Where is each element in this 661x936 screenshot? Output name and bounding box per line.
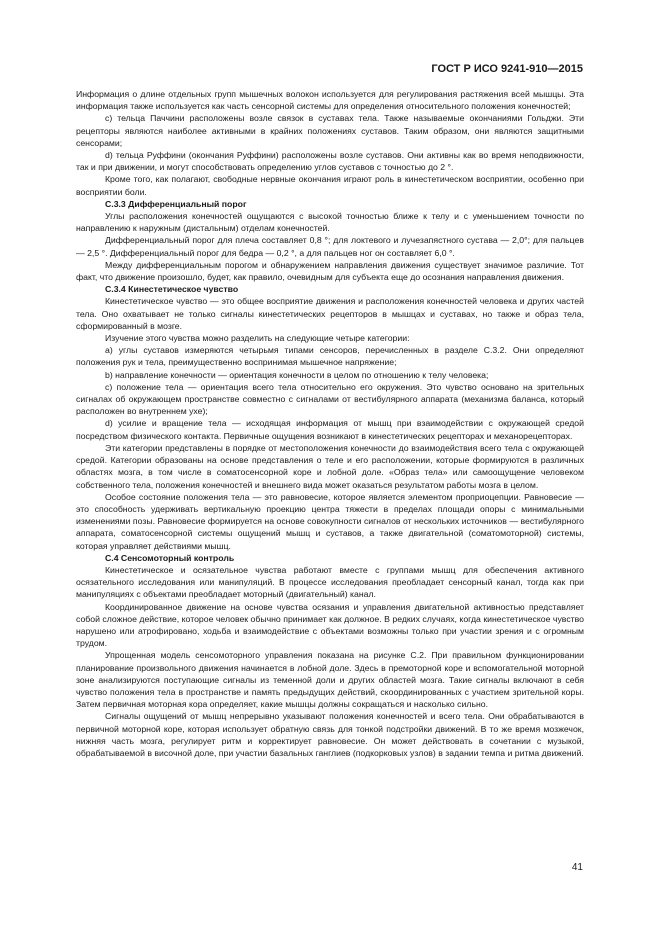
paragraph: d) тельца Руффини (окончания Руффини) расположены возле суставов. Они активны как во время неподвижности, так и при движении, и могут способствовать определению углов суставов с точностью до 2 °. [76, 150, 584, 173]
paragraph: Координированное движение на основе чувства осязания и управления двигательной активностью представляет собой сложное действие, которое человек обычно принимает как должное. В редких случаях, когда кинестетическое чувство нарушено или атрофировано, ходьба и взаимодействие с объектами возможны только при участии зрения и с огромным трудом. [76, 601, 584, 649]
paragraph: Углы расположения конечностей ощущаются с высокой точностью ближе к телу и с уменьшением точности по направлению к наружным (дистальным) отделам конечностей. [76, 211, 584, 234]
paragraph: c) положение тела — ориентация всего тела относительно его окружения. Это чувство основано на зрительных сигналах об окружающем пространстве совместно с сигналами от вестибулярного аппарата (механизма баланса, который расположен во внутреннем ухе); [76, 381, 584, 417]
paragraph: Между дифференциальным порогом и обнаружением направления движения существует значимое различие. Тот факт, что движение произошло, будет, как правило, очевидным для субъекта еще до осознания направления движения. [76, 259, 584, 283]
paragraph: a) углы суставов измеряются четырьмя типами сенсоров, перечисленных в разделе С.3.2. Они определяют положения рук и тела, преимущественно воспринимая мышечное напряжение; [76, 345, 584, 368]
paragraph: Изучение этого чувства можно разделить на следующие четыре категории: [105, 333, 410, 344]
section-heading: С.4 Сенсомоторный контроль [105, 552, 235, 563]
paragraph: Особое состояние положения тела — это равновесие, которое является элементом проприоцепции. Равновесие — это способность удерживать вертикальную проекцию центра тяжести в пределах площади опоры с минимальными изменениями позы. Равновесие формируется на основе совокупности сигналов от нескольких источников — вестибулярного аппарата, соматосенсорной системы ощущений мышц и суставов, а также двигательной (соматомоторной) системы, которая управляет действиями мышц. [76, 491, 584, 551]
paragraph: d) усилие и вращение тела — исходящая информация от мышц при взаимодействии с окружающей средой посредством физического контакта. Первичные ощущения возникают в кинестетических рецепторах и механорецепторах. [76, 418, 584, 441]
paragraph: Сигналы ощущений от мышц непрерывно указывают положения конечностей и всего тела. Они обрабатываются в первичной моторной коре, которая использует обратную связь для тонкой подстройки движений. В то же время мозжечок, нижняя часть мозга, регулирует ритм и корректирует равновесие. Он может действовать в сочетании с музыкой, обрабатываемой в височной доле, при участии базальных ганглиев (подкорковых узлов) в задании темпа и ритма движений. [76, 711, 584, 758]
document-header: ГОСТ Р ИСО 9241-910—2015 [431, 63, 583, 75]
paragraph: Кинестетическое чувство — это общее восприятие движения и расположения конечностей человека и других частей тела. Оно охватывает не только сигналы кинестетических рецепторов в мышцах и суставах, но также и образ тела, сформированный в мозге. [76, 296, 584, 331]
paragraph: Информация о длине отдельных групп мышечных волокон используется для регулирования растяжения всей мышцы. Эта информация также используется как часть сенсорной системы для определения относительного положения конечностей; [76, 89, 584, 112]
paragraph: Дифференциальный порог для плеча составляет 0,8 °; для локтевого и лучезапястного сустава — 2,0°; для пальцев — 2,5 °. Дифференциальный порог для бедра — 0,2 °, а для пальцев ног он составляет 6,0 °. [76, 235, 584, 258]
paragraph: c) тельца Паччини расположены возле связок в суставах тела. Также называемые окончаниями Гольджи. Эти рецепторы являются наиболее активными в крайних положениях суставов. Таким образом, они являются защитными сенсорами; [76, 113, 584, 148]
paragraph: Эти категории представлены в порядке от местоположения конечности до взаимодействия всего тела с окружающей средой. Категории образованы на основе представления о теле и его расположении, которые формируются в различных областях мозга, в том числе в соматосенсорной коре и лобной доле. «Образ тела» или самоощущение человеком собственного тела, положения конечностей и внешнего вида может оказаться результатом работы мозга в целом. [76, 442, 584, 490]
paragraph: b) направление конечности — ориентация конечности в целом по отношению к телу человека; [105, 369, 489, 380]
paragraph: Упрощенная модель сенсомоторного управления показана на рисунке С.2. При правильном функционировании планирование произвольного движения начинается в лобной доле. Здесь в премоторной коре и вспомогательной моторной зоне анализируются поступающие сигналы из теменной доли и других областей мозга. Такие сигналы включают в себя чувство положения тела в пространстве и память предыдущих действий, скоординированных с участием зрительной коры. Затем первичная моторная кора определяет, какие мышцы должны сокращаться и насколько сильно. [76, 650, 584, 710]
section-heading: С.3.3 Дифференциальный порог [105, 198, 247, 209]
page-number: 41 [571, 862, 583, 873]
section-heading: С.3.4 Кинестетическое чувство [105, 284, 239, 295]
document-body [76, 88, 584, 759]
paragraph: Кинестетическое и осязательное чувства работают вместе с группами мышц для обеспечения активного осязательного исследования или манипуляций. В процессе исследования преобладает сенсорный канал, тогда как при манипуляциях с объектами преобладает моторный (двигательный) канал. [76, 564, 584, 600]
paragraph: Кроме того, как полагают, свободные нервные окончания играют роль в кинестетическом восприятии, особенно при восприятии боли. [76, 174, 584, 197]
